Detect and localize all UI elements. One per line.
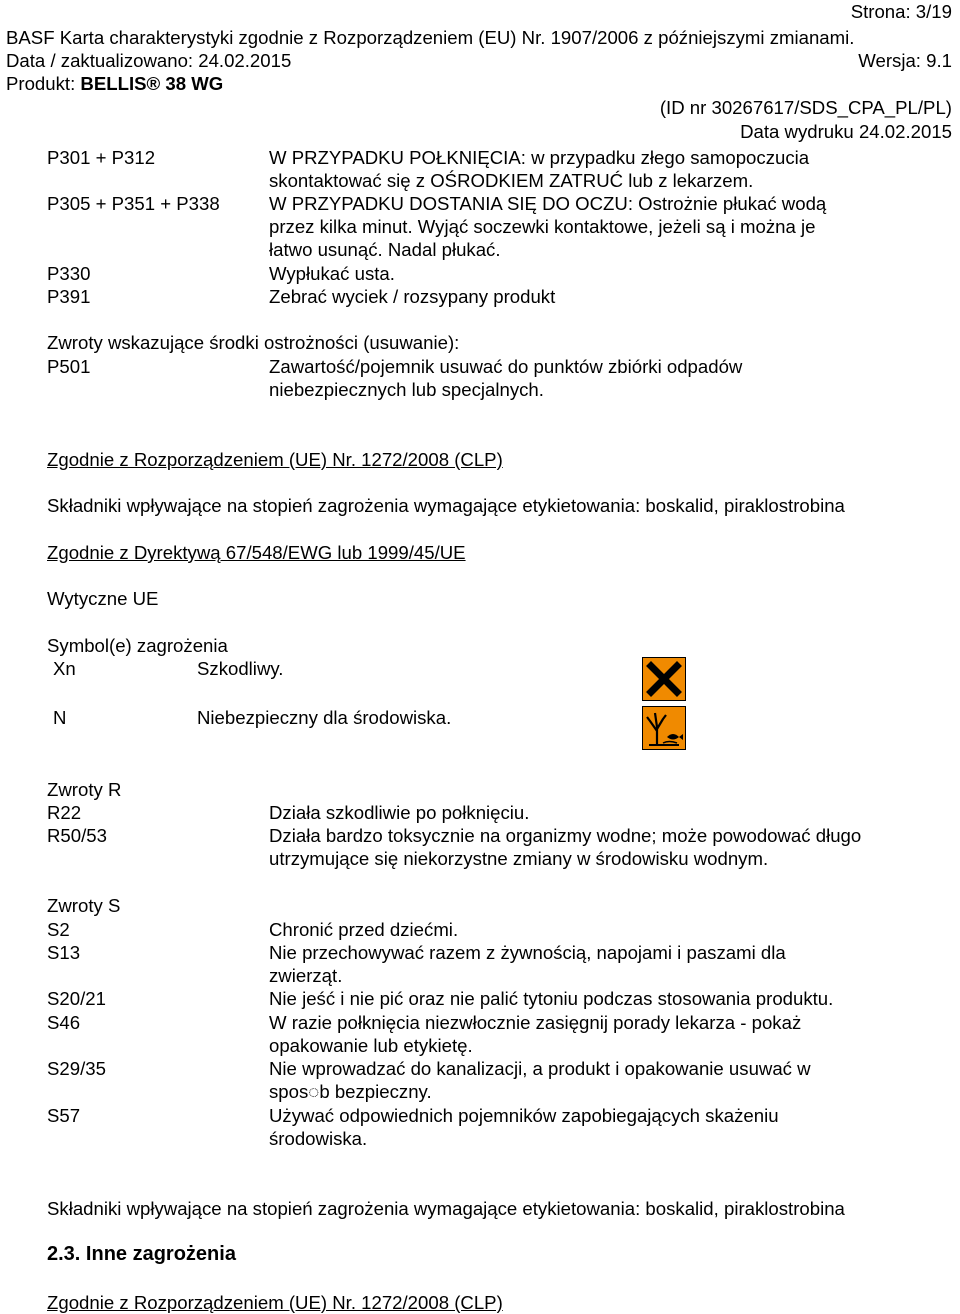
s-code: S20/21 <box>47 988 106 1009</box>
r-phrases-heading: Zwroty R <box>47 779 122 800</box>
symbol-text: Niebezpieczny dla środowiska. <box>197 707 452 728</box>
p-text-line: przez kilka minut. Wyjąć soczewki kontaktowe, jeżeli są i można je <box>269 216 816 237</box>
s-text-line: Nie jeść i nie pić oraz nie palić tytoniu podczas stosowania produktu. <box>269 988 834 1009</box>
document-title: BASF Karta charakterystyki zgodnie z Rozporządzeniem (EU) Nr. 1907/2006 z późniejszymi zmianami. <box>6 27 855 48</box>
disposal-code: P501 <box>47 356 91 377</box>
product-label: Produkt: <box>6 73 81 94</box>
s-text-line: W razie połknięcia niezwłocznie zasięgnij porady lekarza - pokaż <box>269 1012 802 1033</box>
labelling-components: Składniki wpływające na stopień zagrożenia wymagające etykietowania: boskalid, piraklostrobina <box>47 1198 845 1219</box>
s-text-line: zwierząt. <box>269 965 343 986</box>
s-text-line: Nie wprowadzać do kanalizacji, a produkt i opakowanie usuwać w <box>269 1058 811 1079</box>
clp-heading: Zgodnie z Rozporządzeniem (UE) Nr. 1272/2008 (CLP) <box>47 1292 503 1313</box>
eu-guidelines: Wytyczne UE <box>47 588 159 609</box>
hazard-symbols-heading: Symbol(e) zagrożenia <box>47 635 228 656</box>
section-heading: 2.3. Inne zagrożenia <box>47 1243 236 1265</box>
document-id: (ID nr 30267617/SDS_CPA_PL/PL) <box>659 97 952 118</box>
disposal-text-line: Zawartość/pojemnik usuwać do punktów zbiórki odpadów <box>269 356 743 377</box>
s-text-line: Chronić przed dziećmi. <box>269 919 459 940</box>
p-text-line: W PRZYPADKU DOSTANIA SIĘ DO OCZU: Ostrożnie płukać wodą <box>269 193 827 214</box>
symbol-code: N <box>53 707 67 728</box>
p-text-line: łatwo usunąć. Nadal płukać. <box>269 239 501 260</box>
s-text-line: spos◌b bezpieczny. <box>269 1081 432 1102</box>
s-text-line: opakowanie lub etykietę. <box>269 1035 473 1056</box>
p-code: P301 + P312 <box>47 147 156 168</box>
p-text-line: W PRZYPADKU POŁKNIĘCIA: w przypadku złego samopoczucia <box>269 147 810 168</box>
s-text-line: Używać odpowiednich pojemników zapobiegających skażeniu <box>269 1105 779 1126</box>
symbol-text: Szkodliwy. <box>197 658 284 679</box>
r-text-line: utrzymujące się niekorzystne zmiany w środowisku wodnym. <box>269 848 769 869</box>
version: Wersja: 9.1 <box>858 50 952 71</box>
page-number: Strona: 3/19 <box>850 1 952 22</box>
s-code: S13 <box>47 942 81 963</box>
p-text-line: skontaktować się z OŚRODKIEM ZATRUĆ lub z lekarzem. <box>269 170 754 191</box>
symbol-code: Xn <box>53 658 76 679</box>
s-code: S29/35 <box>47 1058 106 1079</box>
s-text-line: środowiska. <box>269 1128 368 1149</box>
disposal-text-line: niebezpiecznych lub specjalnych. <box>269 379 544 400</box>
p-text-line: Zebrać wyciek / rozsypany produkt <box>269 286 556 307</box>
p-code: P330 <box>47 263 91 284</box>
clp-heading: Zgodnie z Rozporządzeniem (UE) Nr. 1272/2008 (CLP) <box>47 449 503 470</box>
labelling-components: Składniki wpływające na stopień zagrożenia wymagające etykietowania: boskalid, piraklostrobina <box>47 495 845 516</box>
directive-heading: Zgodnie z Dyrektywą 67/548/EWG lub 1999/45/UE <box>47 542 466 563</box>
s-phrases-heading: Zwroty S <box>47 895 121 916</box>
date-updated: Data / zaktualizowano: 24.02.2015 <box>6 50 292 71</box>
product-line <box>6 72 223 95</box>
dead-tree-fish-icon <box>642 706 686 750</box>
p-code: P305 + P351 + P338 <box>47 193 220 214</box>
r-code: R50/53 <box>47 825 107 846</box>
r-text-line: Działa bardzo toksycznie na organizmy wodne; może powodować długo <box>269 825 862 846</box>
s-text-line: Nie przechowywać razem z żywnością, napojami i paszami dla <box>269 942 786 963</box>
product-name: BELLIS® 38 WG <box>80 73 224 94</box>
harmful-cross-icon <box>642 657 686 701</box>
r-text-line: Działa szkodliwie po połknięciu. <box>269 802 530 823</box>
disposal-heading: Zwroty wskazujące środki ostrożności (usuwanie): <box>47 332 460 353</box>
s-code: S57 <box>47 1105 81 1126</box>
p-text-line: Wypłukać usta. <box>269 263 395 284</box>
print-date: Data wydruku 24.02.2015 <box>740 121 952 142</box>
s-code: S2 <box>47 919 70 940</box>
p-code: P391 <box>47 286 91 307</box>
r-code: R22 <box>47 802 82 823</box>
s-code: S46 <box>47 1012 81 1033</box>
